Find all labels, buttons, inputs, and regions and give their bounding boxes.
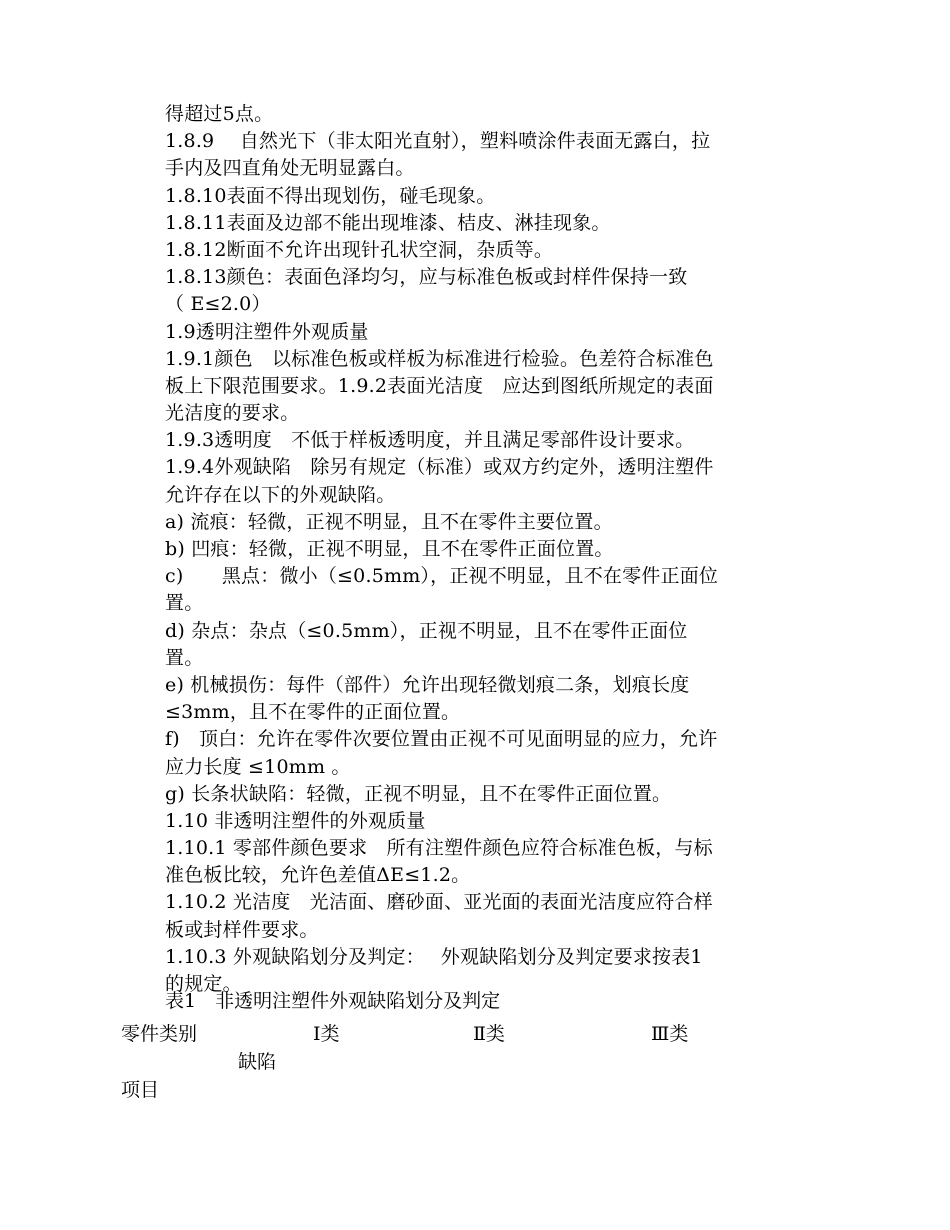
text-line: 的规定。 — [165, 973, 242, 995]
text-line: 允许存在以下的外观缺陷。 — [165, 483, 396, 506]
list-item: e) 机械损伤：每件（部件）允许出现轻微划痕二条，划痕长度 — [165, 673, 690, 696]
text-line: 1.9.1颜色 以标准色板或样板为标准进行检验。色差符合标准色 — [165, 347, 714, 370]
text-line: 板或封样件要求。 — [165, 918, 319, 941]
list-item: f) 顶白：允许在零件次要位置由正视不可见面明显的应力，允许 — [165, 728, 718, 751]
table-category-1: Ⅰ类 — [313, 1023, 340, 1045]
text-line: 手内及四直角处无明显露白。 — [165, 157, 415, 180]
text-line: 1.8.9 自然光下（非太阳光直射），塑料喷涂件表面无露白，拉 — [165, 130, 711, 153]
text-line: 1.8.13颜色：表面色泽均匀，应与标准色板或封样件保持一致 — [165, 266, 688, 289]
section-heading: 1.10 非透明注塑件的外观质量 — [165, 809, 426, 832]
text-line: 1.8.11表面及边部不能出现堆漆、桔皮、淋挂现象。 — [165, 211, 611, 234]
text-line: 光洁度的要求。 — [165, 402, 300, 425]
list-item: c) 黑点：微小（≤0.5mm），正视不明显，且不在零件正面位 — [165, 565, 719, 588]
list-item: 置。 — [165, 646, 204, 669]
text-line: 1.10.2 光洁度 光洁面、磨砂面、亚光面的表面光洁度应符合样 — [165, 891, 713, 914]
section-heading: 1.9透明注塑件外观质量 — [165, 320, 369, 343]
document-body — [165, 101, 845, 998]
list-item: 应力长度 ≤10mm 。 — [165, 755, 351, 778]
list-item: b) 凹痕：轻微，正视不明显，且不在零件正面位置。 — [165, 538, 614, 560]
text-line: 1.10.1 零部件颜色要求 所有注塑件颜色应符合标准色板，与标 — [165, 837, 713, 860]
text-line: 1.9.3透明度 不低于样板透明度，并且满足零部件设计要求。 — [165, 429, 695, 452]
text-line: （ E≤2.0） — [165, 293, 271, 316]
list-item: 置。 — [165, 592, 204, 615]
list-item: g) 长条状缺陷：轻微，正视不明显，且不在零件正面位置。 — [165, 782, 672, 805]
text-line: 板上下限范围要求。1.9.2表面光洁度 应达到图纸所规定的表面 — [165, 374, 714, 397]
text-line: 1.8.12断面不允许出现针孔状空洞，杂质等。 — [165, 238, 554, 261]
table-category-2: Ⅱ类 — [473, 1023, 505, 1045]
text-line: 准色板比较，允许色差值ΔE≤1.2。 — [165, 864, 471, 887]
list-item: d) 杂点：杂点（≤0.5mm），正视不明显，且不在零件正面位 — [165, 619, 688, 642]
text-line: 得超过5点。 — [165, 103, 274, 125]
text-line: 1.10.3 外观缺陷划分及判定： 外观缺陷划分及判定要求按表1 — [165, 945, 703, 968]
list-item: ≤3mm，且不在零件的正面位置。 — [165, 701, 461, 724]
list-item: a) 流痕：轻微，正视不明显，且不在零件主要位置。 — [165, 510, 613, 533]
table-category-3: Ⅲ类 — [651, 1023, 689, 1045]
table-caption: 表1 非透明注塑件外观缺陷划分及判定 — [165, 990, 501, 1012]
text-line: 1.9.4外观缺陷 除另有规定（标准）或双方约定外，透明注塑件 — [165, 456, 714, 479]
table-item-label: 项目 — [121, 1079, 160, 1101]
text-line: 1.8.10表面不得出现划伤，碰毛现象。 — [165, 184, 496, 207]
table-header-label: 零件类别 — [121, 1023, 198, 1045]
table-defect-label: 缺陷 — [238, 1051, 277, 1073]
